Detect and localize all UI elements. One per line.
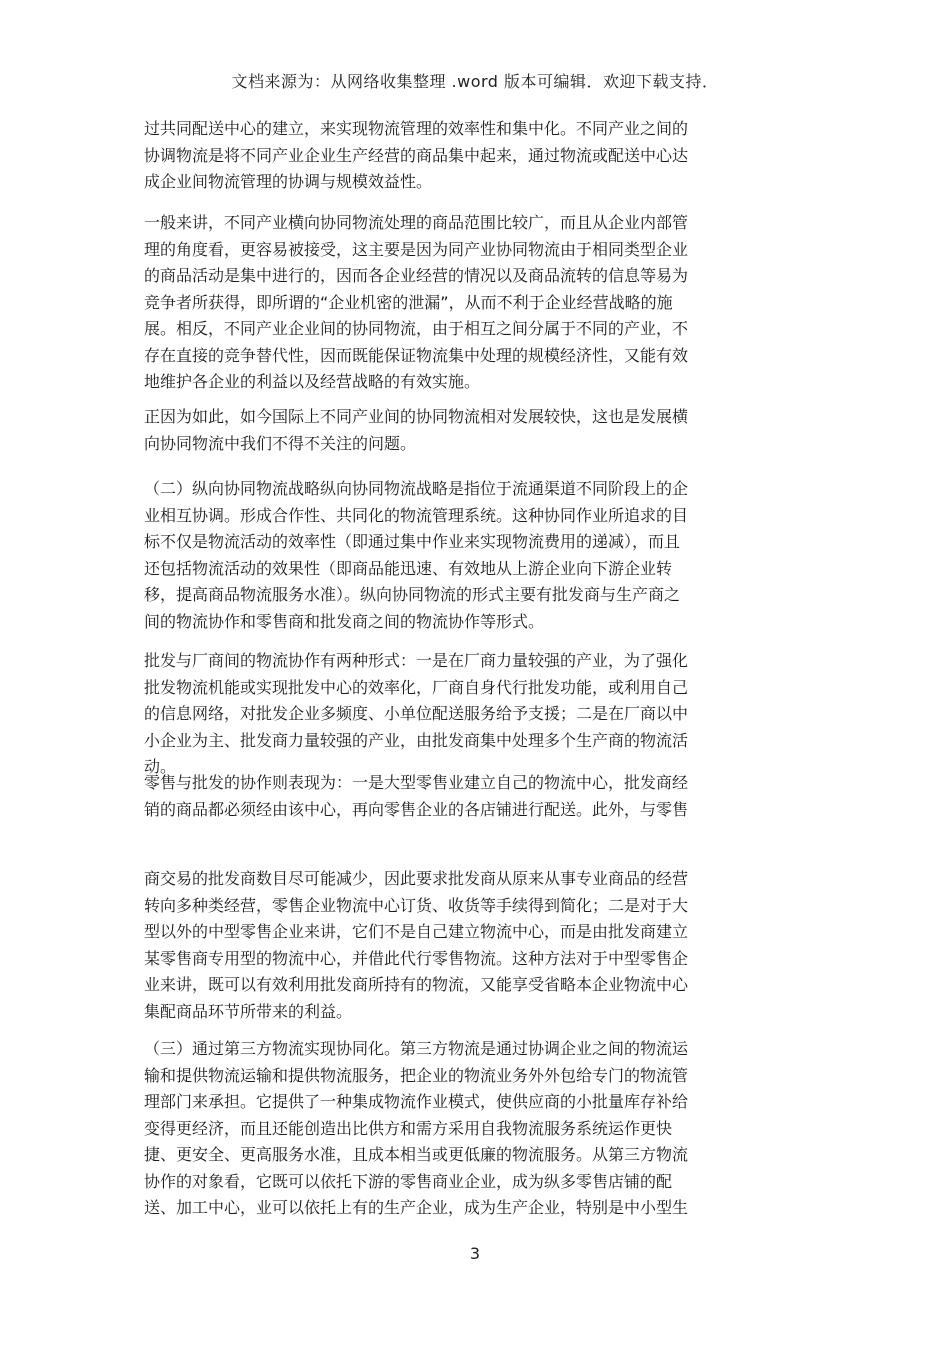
text-line: 竞争者所获得，即所谓的“企业机密的泄漏”，从而不利于企业经营战略的施 xyxy=(144,292,673,312)
text-line: 移，提高商品物流服务水准）。纵向协同物流的形式主要有批发商与生产商之 xyxy=(144,585,681,604)
text-line: （三）通过第三方物流实现协同化。第三方物流是通过协调企业之间的物流运 xyxy=(144,1039,689,1058)
text-line: 的商品活动是集中进行的，因而各企业经营的情况以及商品流转的信息等易为 xyxy=(144,266,689,285)
text-line: 型以外的中型零售企业来讲，它们不是自己建立物流中心，而是由批发商建立 xyxy=(144,922,689,941)
text-line: 向协同物流中我们不得不关注的问题。 xyxy=(144,433,417,453)
text-line: 业来讲，既可以有效利用批发商所持有的物流，又能享受省略本企业物流中心 xyxy=(144,975,689,994)
text-line: 间的物流协作和零售商和批发商之间的物流协作等形式。 xyxy=(144,611,545,631)
text-line: 商交易的批发商数目尽可能减少，因此要求批发商从原来从事专业商品的经营 xyxy=(144,869,689,888)
text-line: 正因为如此，如今国际上不同产业间的协同物流相对发展较快，这也是发展横 xyxy=(144,407,689,426)
text-line: 成企业间物流管理的协调与规模效益性。 xyxy=(144,172,433,191)
text-line: 存在直接的竞争替代性，因而既能保证物流集中处理的规模经济性，又能有效 xyxy=(144,345,689,365)
text-line: 协作的对象看，它既可以依托下游的零售商业企业，成为纵多零售店铺的配 xyxy=(144,1171,673,1191)
text-line: 标不仅是物流活动的效率性（即通过集中作业来实现物流费用的递减），而且 xyxy=(144,532,681,551)
text-line: 销的商品都必须经由该中心，再向零售企业的各店铺进行配送。此外，与零售 xyxy=(144,799,689,819)
text-line: 还包括物流活动的效果性（即商品能迅速、有效地从上游企业向下游企业转 xyxy=(144,558,673,578)
text-line: （二）纵向协同物流战略纵向协同物流战略是指位于流通渠道不同阶段上的企 xyxy=(144,479,689,498)
text-line: 转向多种类经营，零售企业物流中心订货、收货等手续得到简化；二是对于大 xyxy=(144,895,689,915)
page-header: 文档来源为：从网络收集整理 .word 版本可编辑．欢迎下载支持． xyxy=(231,72,719,91)
text-line: 业相互协调。形成合作性、共同化的物流管理系统。这种协同作业所追求的目 xyxy=(144,505,689,525)
text-line: 理部门来承担。它提供了一种集成物流作业模式，使供应商的小批量库存补给 xyxy=(144,1092,689,1111)
text-line: 零售与批发的协作则表现为：一是大型零售业建立自己的物流中心，批发商经 xyxy=(144,773,689,792)
page-number: 3 xyxy=(469,1244,481,1263)
text-line: 理的角度看，更容易被接受，这主要是因为同产业协同物流由于相同类型企业 xyxy=(144,239,689,259)
text-line: 某零售商专用型的物流中心，并借此代行零售物流。这种方法对于中型零售企 xyxy=(144,948,689,968)
text-line: 批发与厂商间的物流协作有两种形式：一是在厂商力量较强的产业，为了强化 xyxy=(144,651,689,670)
text-line: 的信息网络，对批发企业多频度、小单位配送服务给予支援；二是在厂商以中 xyxy=(144,704,689,723)
text-line: 集配商品环节所带来的利益。 xyxy=(144,1001,353,1021)
text-line: 地维护各企业的利益以及经营战略的有效实施。 xyxy=(144,372,481,391)
text-line: 一般来讲，不同产业横向协同物流处理的商品范围比较广，而且从企业内部管 xyxy=(144,213,689,232)
text-line: 协调物流是将不同产业企业生产经营的商品集中起来，通过物流或配送中心达 xyxy=(144,145,689,165)
text-line: 送、加工中心，业可以依托上有的生产企业，成为生产企业，特别是中小型生 xyxy=(144,1198,689,1217)
text-line: 输和提供物流运输和提供物流服务，把企业的物流业务外外包给专门的物流管 xyxy=(144,1065,689,1085)
text-line: 捷、更安全、更高服务水准，且成本相当或更低廉的物流服务。从第三方物流 xyxy=(144,1145,689,1164)
text-line: 动。 xyxy=(144,757,177,776)
text-line: 展。相反，不同产业企业间的协同物流，由于相互之间分属于不同的产业，不 xyxy=(144,319,689,338)
text-line: 小企业为主、批发商力量较强的产业，由批发商集中处理多个生产商的物流活 xyxy=(144,730,689,750)
text-line: 批发物流机能或实现批发中心的效率化，厂商自身代行批发功能，或利用自己 xyxy=(144,677,689,697)
text-line: 变得更经济，而且还能创造出比供方和需方采用自我物流服务系统运作更快 xyxy=(144,1118,673,1138)
text-line: 过共同配送中心的建立，来实现物流管理的效率性和集中化。不同产业之间的 xyxy=(144,119,689,138)
